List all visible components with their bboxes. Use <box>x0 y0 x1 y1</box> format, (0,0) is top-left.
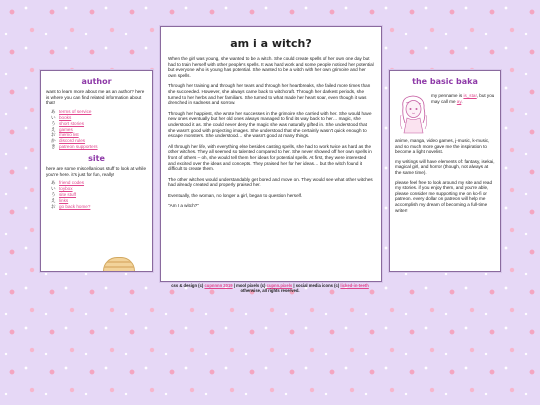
profile-intro <box>431 93 495 104</box>
hair-stripe <box>104 261 134 263</box>
books-link[interactable]: books <box>59 114 72 120</box>
memo-list-link[interactable]: memo list <box>59 132 79 138</box>
kana-bullet: い <box>51 186 56 192</box>
author-link-list <box>51 109 152 150</box>
site-link-list <box>51 180 152 210</box>
kana-bullet: か <box>51 138 56 144</box>
story-paragraph: Through her happiest, she wrote her successes in the grimoire she carried with her. She would have new ones eventually but her old ones always managed to find its way back to her… magic, she understood it as. She could never deny the magic she was naturally gifted in. She understood that she wasn't good with projecting images. She understood that she certainly wasn't quick enough to escape monsters. She understood… she wasn't good at many things. <box>168 110 372 139</box>
intro-text: , but you may call me <box>431 93 495 104</box>
list-item <box>51 204 152 210</box>
profile-heading: the basic baka <box>412 77 478 86</box>
character-sketch-icon <box>397 93 431 135</box>
intro-text: . <box>461 98 463 104</box>
kana-bullet: き <box>51 144 56 150</box>
kana-bullet: え <box>51 126 56 132</box>
author-intro: want to learn more about me as an author? here is where you can find related information about that! <box>46 89 145 106</box>
story-paragraph: "Am I a witch?" <box>168 203 199 209</box>
icons-credit-link[interactable]: licked-in-teeth <box>340 283 369 288</box>
kana-bullet: お <box>51 203 56 209</box>
links-link[interactable]: links <box>59 198 69 204</box>
avatar <box>103 257 135 272</box>
profile-paragraph: please feel free to look around my site and read my stories. if you enjoy them, and you're able, please consider me supporting me on ko-fi or patreon. every dollar on patreon will help me accomplish my dream of becoming a full-time writer! <box>395 179 493 213</box>
design-credit-link[interactable]: cupnnnn 2019 <box>204 283 233 288</box>
short-stories-link[interactable]: short stories <box>59 120 85 126</box>
site-stuff-link[interactable]: site stuff <box>59 192 77 198</box>
list-item <box>51 144 152 150</box>
story-paragraph: Through her training and through her tears and through her heartbreaks, she failed more times than she succeeded. However, she always came back to witchcraft. Through her darkest periods, she turned to her herbs and her familiars. She turned to what made her heart soar, even though it was drenched in sadness and sorrow. <box>168 83 371 106</box>
friend-codes-link[interactable]: friend codes <box>59 180 85 186</box>
story-paragraph: All through her life, with everything else besides casting spells, she had to work twice as hard as the other witches. They all seemed so talented compared to her. She never showed off her own spells in front of others – oh, she would tell them her ideas for potential spells. At first, they were interested and excited over the ideas and concepts. They praised her for her ideas… but the witch found it difficult to create them. <box>168 143 372 172</box>
kana-bullet: あ <box>51 180 56 186</box>
page-title: am i a witch? <box>230 37 312 50</box>
games-link[interactable]: games <box>59 126 73 132</box>
kana-bullet: え <box>51 198 56 204</box>
hair-stripe <box>104 266 134 268</box>
kana-bullet: あ <box>51 108 56 114</box>
profile-paragraph: my writings will have elements of: fantasy, isekai, magical girl, and horror (though, not always at the same time). <box>395 158 495 175</box>
patreon-supporters-link[interactable]: patreon supporters <box>59 144 98 150</box>
terms-of-service-link[interactable]: terms of service <box>59 108 92 114</box>
rights-text: otherwise, all rights reserved. <box>240 288 300 294</box>
profile-body <box>395 138 495 217</box>
author-heading: author <box>81 77 112 86</box>
kana-bullet: う <box>51 120 56 126</box>
kana-bullet: い <box>51 114 56 120</box>
penname-link[interactable]: is_star <box>463 93 477 98</box>
story-paragraph: Eventually, the woman, no longer a girl, began to question herself. <box>168 192 303 198</box>
intro-text: my penname is <box>431 93 464 98</box>
nickname-link[interactable]: ay <box>456 98 462 104</box>
story-paragraph: When the girl was young, she wanted to be a witch. She could create spells of her own one day but had to train herself with other people's spells. It was hard work and some people noticed her potential but everyone who is young has potential. She wanted to be a witch with her own grimoire and her own spells. <box>168 56 374 78</box>
discord-rules-link[interactable]: discord rules <box>59 138 86 144</box>
site-heading: site <box>88 154 105 164</box>
site-intro: here are some miscellanious stuff to look at while you're here. it's just for fun, really! <box>46 166 147 177</box>
profile-panel <box>389 70 501 272</box>
footer-text: | mool pixels (c) <box>232 283 267 288</box>
toybox-link[interactable]: toybox <box>59 186 73 192</box>
profile-paragraph: anime, manga, video games, j-music, k-music, and so much more gave me the inspiration to become a light novelist. <box>395 138 490 155</box>
kana-bullet: お <box>51 132 56 138</box>
go-back-home-link[interactable]: go back home? <box>59 203 91 209</box>
pixels-credit-link[interactable]: cupnn.pixels <box>266 283 293 288</box>
footer-credits <box>130 283 410 294</box>
main-panel <box>160 26 382 282</box>
footer-text: | social media icons (c) <box>292 283 341 288</box>
story-paragraph: The other witches would understandably get bored and move on. They would see what other witches had already created and properly praised her. <box>168 176 373 188</box>
footer-text: css & design (c) <box>171 283 205 288</box>
author-panel <box>40 70 153 272</box>
kana-bullet: う <box>51 192 56 198</box>
